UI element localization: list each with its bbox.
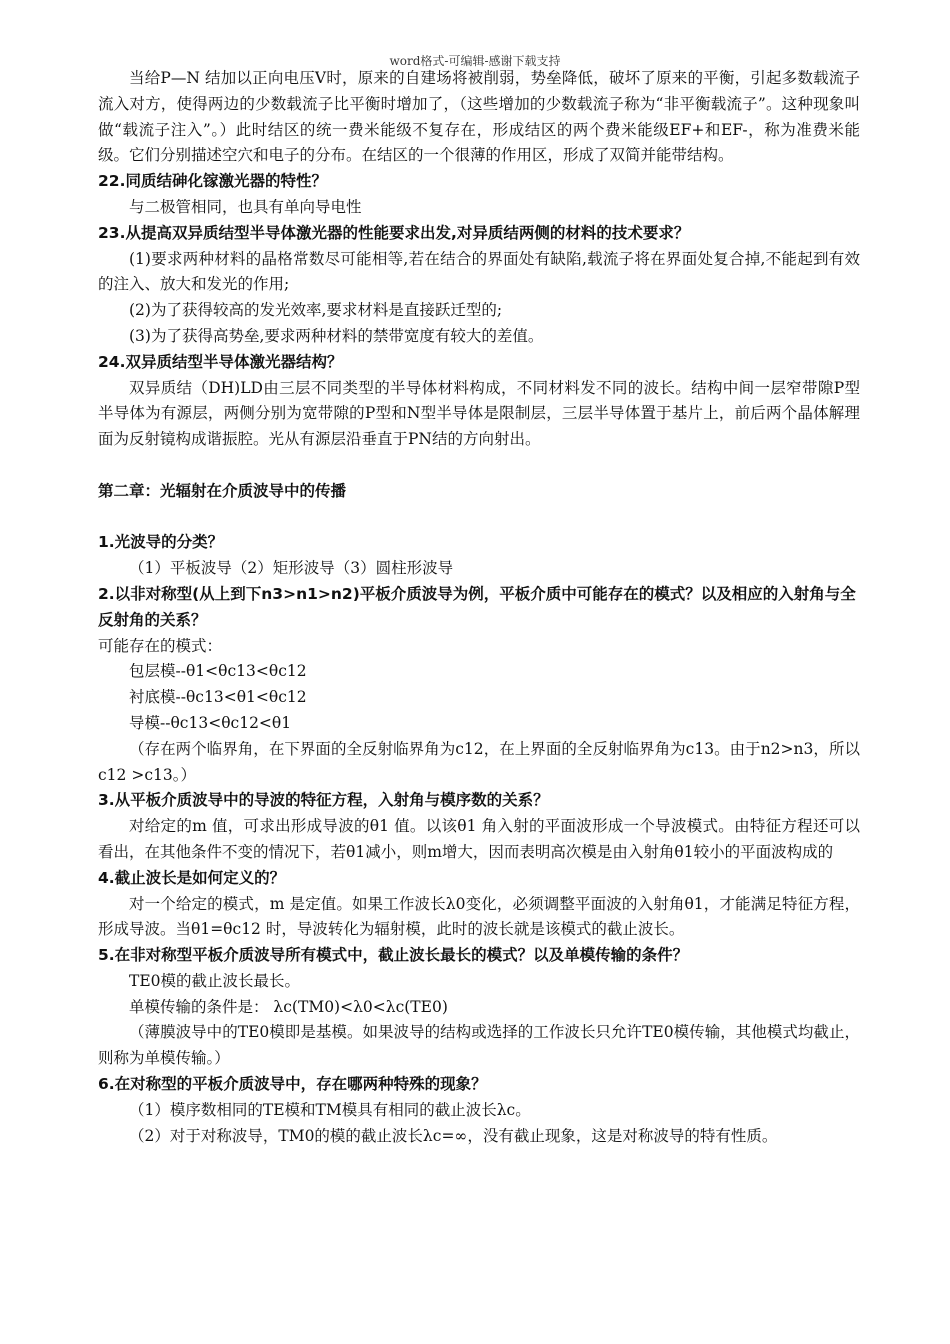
chapter2-q6-item-1: （1）模序数相同的TE模和TM模具有相同的截止波长λc。 bbox=[129, 1100, 531, 1119]
question-23-item-2: (2)为了获得较高的发光效率,要求材料是直接跃迁型的; bbox=[129, 301, 503, 320]
chapter2-q4-answer: 对一个给定的模式，m 是定值。如果工作波长λ0变化，必须调整平面波的入射角θ1，才能满足特征方程，形成导波。当θ1=θc12 时，导波转化为辐射模，此时的波长就是该模式的截止波长。 bbox=[98, 894, 860, 939]
question-24-title: 24.双异质结型半导体激光器结构？ bbox=[98, 352, 343, 371]
document-body bbox=[98, 66, 860, 1149]
chapter2-q3-title: 3.从平板介质波导中的导波的特征方程，入射角与模序数的关系？ bbox=[98, 791, 549, 810]
chapter2-q2-mode-3: 导模--θc13<θc12<θ1 bbox=[129, 713, 292, 732]
chapter2-q3-answer: 对给定的m 值，可求出形成导波的θ1 值。以该θ1 角入射的平面波形成一个导波模式。由特征方程还可以看出，在其他条件不变的情况下，若θ1减小，则m增大，因而表明高次模是由入射角θ1较小的平面波构成的 bbox=[98, 817, 860, 861]
chapter2-q5-line-1: TE0模的截止波长最长。 bbox=[129, 971, 301, 990]
chapter2-q4-title: 4.截止波长是如何定义的？ bbox=[98, 868, 286, 887]
page-header: word格式-可编辑-感谢下载支持 bbox=[389, 54, 561, 68]
question-22-answer: 与二极管相同，也具有单向导电性 bbox=[129, 197, 362, 216]
intro-paragraph: 当给P—N 结加以正向电压V时，原来的自建场将被削弱，势垒降低，破坏了原来的平衡，引起多数载流子流入对方，使得两边的少数载流子比平衡时增加了，（这些增加的少数载流子称为“非平衡载流子”。这种现象叫做“载流子注入”。）此时结区的统一费米能级不复存在，形成结区的两个费米能级EF+和EF-，称为准费米能级。它们分别描述空穴和电子的分布。在结区的一个很薄的作用区，形成了双简并能带结构。 bbox=[98, 69, 860, 165]
chapter2-q1-answer: （1）平板波导（2）矩形波导（3）圆柱形波导 bbox=[129, 559, 454, 578]
chapter2-q2-title: 2.以非对称型(从上到下n3>n1>n2)平板介质波导为例，平板介质中可能存在的模式？以及相应的入射角与全反射角的关系？ bbox=[98, 584, 856, 629]
chapter-title: 第二章：光辐射在介质波导中的传播 bbox=[98, 481, 347, 500]
question-22-title: 22.同质结砷化镓激光器的特性？ bbox=[98, 172, 327, 191]
chapter2-q5-title: 5.在非对称型平板介质波导所有模式中，截止波长最长的模式？以及单模传输的条件？ bbox=[98, 946, 689, 965]
chapter2-q2-lead: 可能存在的模式： bbox=[98, 636, 223, 655]
question-23-title: 23.从提高双异质结型半导体激光器的性能要求出发,对异质结两侧的材料的技术要求？ bbox=[98, 223, 690, 242]
chapter2-q1-title: 1.光波导的分类？ bbox=[98, 533, 224, 552]
chapter2-q5-line-2: 单模传输的条件是： λc(TM0)<λ0<λc(TE0) bbox=[129, 997, 448, 1016]
chapter2-q6-title: 6.在对称型的平板介质波导中，存在哪两种特殊的现象？ bbox=[98, 1075, 487, 1094]
question-23-item-1: (1)要求两种材料的晶格常数尽可能相等,若在结合的界面处有缺陷,载流子将在界面处复合掉,不能起到有效的注入、放大和发光的作用; bbox=[98, 249, 860, 294]
spacer bbox=[98, 453, 860, 479]
spacer bbox=[98, 505, 860, 531]
chapter2-q2-note: （存在两个临界角，在下界面的全反射临界角为c12，在上界面的全反射临界角为c13。由于n2>n3，所以c12 >c13。） bbox=[98, 739, 860, 784]
chapter2-q2-mode-2: 衬底模--θc13<θ1<θc12 bbox=[129, 688, 307, 707]
question-24-answer: 双异质结（DH)LD由三层不同类型的半导体材料构成，不同材料发不同的波长。结构中间一层窄带隙P型半导体为有源层，两侧分别为宽带隙的P型和N型半导体是限制层，三层半导体置于基片上，前后两个晶体解理面为反射镜构成谐振腔。光从有源层沿垂直于PN结的方向射出。 bbox=[98, 378, 860, 449]
question-23-item-3: (3)为了获得高势垒,要求两种材料的禁带宽度有较大的差值。 bbox=[129, 326, 544, 345]
chapter2-q2-mode-1: 包层模--θ1<θc13<θc12 bbox=[129, 662, 307, 681]
chapter2-q5-note: （薄膜波导中的TE0模即是基模。如果波导的结构或选择的工作波长只允许TE0模传输，其他模式均截止，则称为单模传输。） bbox=[98, 1023, 860, 1068]
chapter2-q6-item-2: （2）对于对称波导，TM0的模的截止波长λc=∞，没有截止现象，这是对称波导的特有性质。 bbox=[129, 1126, 778, 1145]
